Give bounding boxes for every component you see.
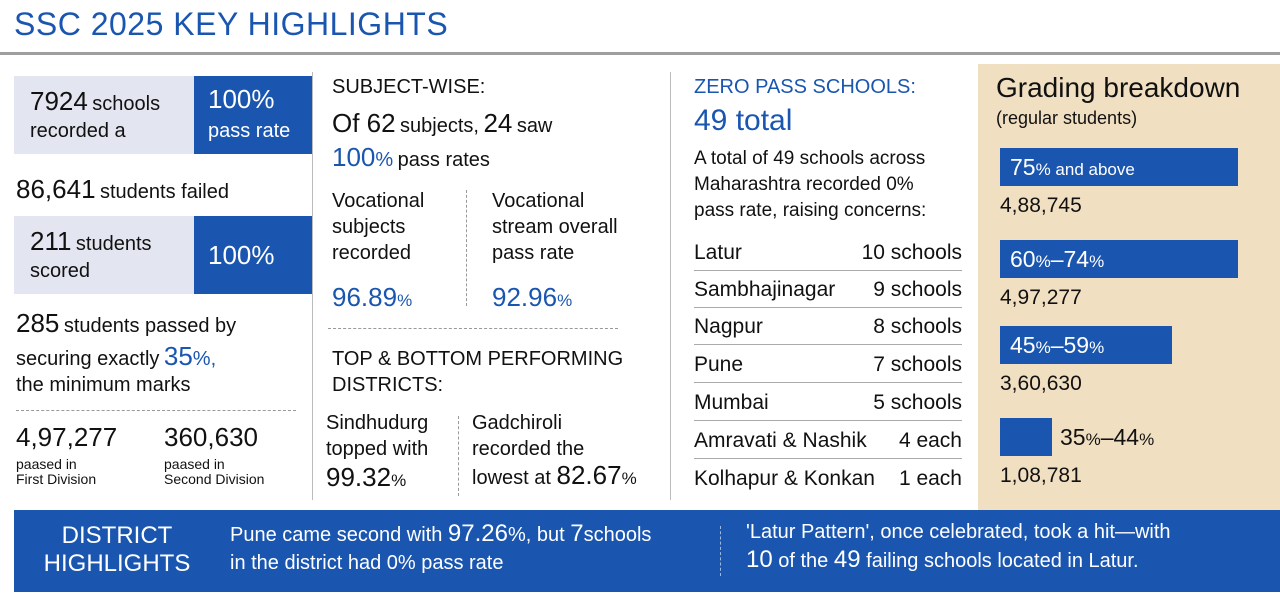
grade-range-sign: % <box>1035 252 1051 271</box>
voc-subj-number: 96.89 <box>332 282 398 312</box>
min-text-3: the minimum marks <box>16 374 191 396</box>
bottom-district-name: Gadchiroli <box>472 412 563 434</box>
banner-left-f: in the district had 0% pass rate <box>230 552 504 574</box>
row-district: Pune <box>694 353 744 376</box>
zero-pass-heading: ZERO PASS SCHOOLS: <box>694 76 916 98</box>
voc-stream-number: 92.96 <box>492 282 558 312</box>
failed-stat <box>16 174 229 205</box>
grade-bar <box>1000 240 1238 278</box>
table-row <box>694 384 962 421</box>
table-row <box>694 422 962 459</box>
grade-range-end-sign: % <box>1139 430 1155 449</box>
row-value: 9 schools <box>873 278 962 301</box>
pass-rate-box <box>194 76 312 154</box>
banner-label-2: HIGHLIGHTS <box>43 550 191 577</box>
top-district-name: Sindhudurg <box>326 412 429 434</box>
subjects-word: subjects, <box>400 115 479 137</box>
zero-desc-3: pass rate, raising concerns: <box>694 200 927 221</box>
grade-range-sign: % <box>1035 338 1051 357</box>
table-row <box>694 460 962 497</box>
grading-subheading: (regular students) <box>996 108 1138 128</box>
scored-count: 211 <box>30 226 72 256</box>
row-value: 4 each <box>898 429 962 452</box>
subjects-pct-sign: % <box>375 149 394 171</box>
table-row <box>694 271 962 308</box>
grading-panel <box>978 64 1280 510</box>
first-div-label-1: paased in <box>16 456 77 472</box>
banner-left-b: 97.26 <box>447 520 508 547</box>
row-district: Latur <box>694 241 742 264</box>
row-value: 8 schools <box>873 315 962 338</box>
grade-range-start: 35 <box>1060 424 1086 450</box>
scored-pct-box <box>194 216 312 294</box>
districts-heading <box>332 346 623 398</box>
top-district <box>326 410 428 494</box>
row-district: Amravati & Nashik <box>694 429 867 452</box>
top-district-pct-sign: % <box>391 471 407 490</box>
voc-stream-pct-sign: % <box>557 291 573 310</box>
banner-label-1: DISTRICT <box>61 522 173 549</box>
districts-divider <box>458 416 459 496</box>
voc-subj-line-2: subjects <box>332 216 406 238</box>
min-count: 285 <box>16 308 60 338</box>
grade-range-tail: % and above <box>1035 160 1135 179</box>
banner-right-d: 49 <box>833 546 861 573</box>
subjects-full-pass: 24 <box>483 108 513 138</box>
grade-count: 1,08,781 <box>1000 464 1082 487</box>
schools-unit: schools <box>92 93 161 115</box>
row-value: 1 each <box>898 467 962 490</box>
min-text-2: securing exactly <box>16 348 160 370</box>
subjects-line-2 <box>332 142 490 173</box>
grade-bar <box>1000 148 1238 186</box>
vocational-subjects-value <box>332 282 412 313</box>
banner-left-c: %, but <box>507 524 565 546</box>
grade-bar <box>1000 418 1052 456</box>
grade-range-label <box>1060 418 1154 456</box>
banner-divider <box>720 526 721 576</box>
min-pct-number: 35 <box>163 341 193 371</box>
subjects-total: Of 62 <box>332 108 396 138</box>
grading-heading: Grading breakdown <box>996 72 1241 103</box>
grade-bar <box>1000 326 1172 364</box>
banner-right-text <box>746 518 1171 575</box>
subjects-pass-text: pass rates <box>397 149 490 171</box>
failed-count: 86,641 <box>16 174 96 204</box>
banner-left-text <box>230 520 651 577</box>
row-district: Kolhapur & Konkan <box>694 467 875 490</box>
first-div-count: 4,97,277 <box>16 422 118 452</box>
banner-left-a: Pune came second with <box>230 524 443 546</box>
banner-left-d: 7 <box>570 520 584 547</box>
districts-heading-2: DISTRICTS: <box>332 374 444 396</box>
grade-count: 4,88,745 <box>1000 194 1082 217</box>
title-divider <box>0 52 1280 55</box>
subjects-line-1 <box>332 108 552 139</box>
bottom-district <box>472 410 637 492</box>
voc-stream-line-1: Vocational <box>492 190 585 212</box>
grade-count: 4,97,277 <box>1000 286 1082 309</box>
voc-stream-line-2: stream overall <box>492 216 618 238</box>
grade-range-end: –74 <box>1050 246 1090 272</box>
grade-range-end-sign: % <box>1089 338 1105 357</box>
row-district: Mumbai <box>694 391 769 414</box>
bottom-district-text-1: recorded the <box>472 438 585 460</box>
column-divider-1 <box>312 72 313 500</box>
second-div-count: 360,630 <box>164 422 258 452</box>
vocational-divider <box>466 190 467 306</box>
grade-count: 3,60,630 <box>1000 372 1082 395</box>
voc-subj-pct-sign: % <box>397 291 413 310</box>
grade-range-end: –59 <box>1050 332 1090 358</box>
failed-text: students failed <box>99 181 229 203</box>
table-row <box>694 234 962 271</box>
grade-range-end: –44 <box>1100 424 1140 450</box>
grade-range-start: 75 <box>1010 154 1036 180</box>
scored-unit: students <box>75 233 152 255</box>
min-text-1: students passed by <box>63 315 237 337</box>
voc-subj-line-1: Vocational <box>332 190 425 212</box>
column-divider-2 <box>670 72 671 500</box>
schools-stat-box <box>14 76 194 154</box>
table-row <box>694 308 962 345</box>
districts-heading-1: TOP & BOTTOM PERFORMING <box>332 348 624 370</box>
row-value: 5 schools <box>873 391 962 414</box>
subject-wise-heading: SUBJECT-WISE: <box>332 76 486 98</box>
vocational-stream-label <box>492 188 618 266</box>
pass-rate-pct: 100% <box>208 84 275 114</box>
zero-pass-description <box>694 146 926 224</box>
voc-stream-line-3: pass rate <box>492 242 575 264</box>
zero-pass-total: 49 total <box>694 104 793 137</box>
banner-right-e: failing schools located in Latur. <box>866 550 1139 572</box>
row-value: 10 schools <box>861 241 962 264</box>
row-value: 7 schools <box>873 353 962 376</box>
vocational-stream-value <box>492 282 572 313</box>
voc-subj-line-3: recorded <box>332 242 411 264</box>
zero-desc-2: Maharashtra recorded 0% <box>694 174 914 195</box>
col2-divider <box>328 328 618 329</box>
scored-suffix: scored <box>30 260 91 282</box>
grade-range-start: 45 <box>1010 332 1036 358</box>
subjects-pct-number: 100 <box>332 142 376 172</box>
scored-pct: 100% <box>208 240 275 270</box>
bottom-district-text-2: lowest at <box>472 467 551 489</box>
schools-suffix: recorded a <box>30 120 126 142</box>
row-district: Nagpur <box>694 315 763 338</box>
grade-range-sign: % <box>1085 430 1101 449</box>
banner-right-c: of the <box>778 550 829 572</box>
first-division-stat <box>16 422 117 487</box>
second-division-stat <box>164 422 264 487</box>
top-district-number: 99.32 <box>326 462 392 492</box>
pass-rate-label: pass rate <box>208 120 291 142</box>
banner-label <box>14 522 220 578</box>
subjects-saw: saw <box>516 115 553 137</box>
first-div-label-2: First Division <box>16 471 97 487</box>
bottom-district-number: 82.67 <box>556 460 622 490</box>
bottom-district-pct-sign: % <box>621 469 637 488</box>
min-pct-sign: %, <box>192 348 217 370</box>
district-highlights-banner <box>14 510 1280 592</box>
zero-desc-1: A total of 49 schools across <box>694 148 926 169</box>
grade-range-start: 60 <box>1010 246 1036 272</box>
banner-right-b: 10 <box>746 546 773 573</box>
second-div-label-1: paased in <box>164 456 225 472</box>
second-div-label-2: Second Division <box>164 471 265 487</box>
page-title: SSC 2025 KEY HIGHLIGHTS <box>14 6 449 42</box>
banner-right-a: 'Latur Pattern', once celebrated, took a hit—with <box>746 521 1171 543</box>
schools-count: 7924 <box>30 86 88 116</box>
table-row <box>694 346 962 383</box>
top-district-text: topped with <box>326 438 429 460</box>
min-marks-stat <box>16 308 236 397</box>
banner-left-e: schools <box>583 524 652 546</box>
col1-divider <box>16 410 296 411</box>
row-district: Sambhajinagar <box>694 278 836 301</box>
vocational-subjects-label <box>332 188 424 266</box>
scored-stat-box <box>14 216 194 294</box>
grade-range-end-sign: % <box>1089 252 1105 271</box>
